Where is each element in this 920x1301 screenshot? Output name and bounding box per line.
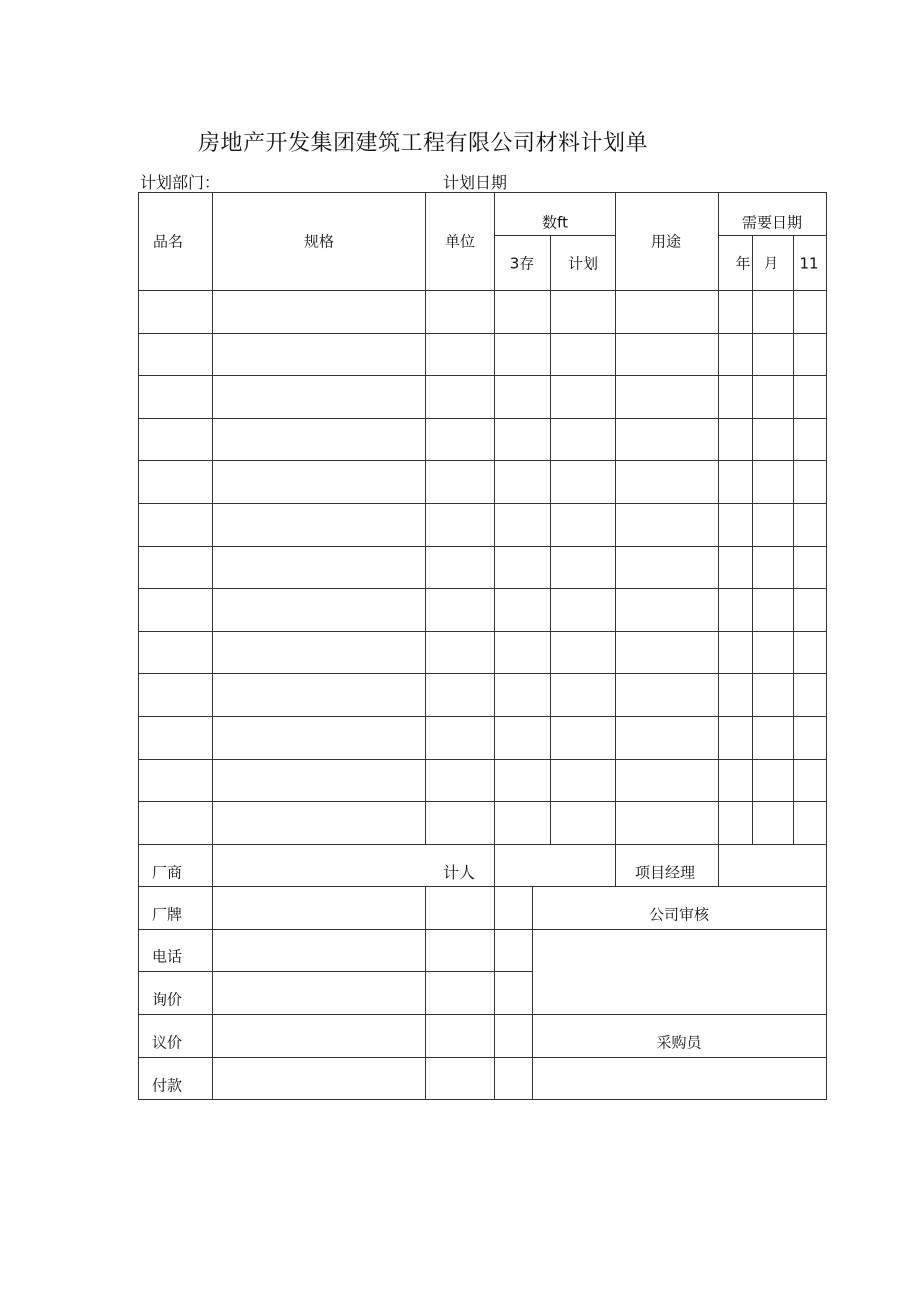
grid-line <box>532 886 827 887</box>
footer-calc-person: 计人 <box>443 863 476 882</box>
grid-line <box>138 503 827 504</box>
grid-line <box>138 1057 827 1058</box>
footer-buyer: 采购员 <box>656 1033 702 1052</box>
grid-line <box>138 759 827 760</box>
grid-line <box>138 192 827 193</box>
footer-negotiation: 议价 <box>152 1033 183 1052</box>
grid-line <box>138 375 827 376</box>
footer-company-review: 公司审核 <box>648 905 710 924</box>
grid-line <box>550 235 551 845</box>
grid-line <box>138 886 533 887</box>
grid-line <box>138 418 827 419</box>
grid-line <box>138 460 827 461</box>
header-quantity: 数ft <box>542 213 568 232</box>
grid-line <box>532 886 533 1100</box>
grid-line <box>138 801 827 802</box>
grid-line <box>138 844 827 845</box>
grid-line <box>212 844 213 1100</box>
header-day: 11 <box>799 254 819 273</box>
grid-line <box>138 716 827 717</box>
grid-line <box>494 192 495 845</box>
plan-department-label: 计划部门： <box>140 173 221 192</box>
grid-line <box>138 546 827 547</box>
header-need-date: 需要日期 <box>741 213 803 232</box>
grid-line <box>138 673 827 674</box>
grid-line <box>138 588 827 589</box>
grid-line <box>138 631 827 632</box>
header-year: 年 <box>735 254 751 273</box>
grid-line <box>212 192 213 845</box>
footer-vendor: 厂商 <box>152 863 183 882</box>
grid-line <box>826 192 827 1100</box>
grid-line <box>494 235 616 236</box>
grid-line <box>138 290 827 291</box>
grid-line <box>138 1014 827 1015</box>
grid-line <box>138 1099 827 1100</box>
grid-line <box>718 235 827 236</box>
grid-line <box>615 192 616 845</box>
header-usage: 用途 <box>650 232 682 251</box>
grid-line <box>138 971 533 972</box>
grid-line <box>138 192 139 1100</box>
footer-phone: 电话 <box>152 947 183 966</box>
grid-line <box>425 192 426 845</box>
header-unit: 单位 <box>444 232 476 251</box>
footer-payment: 付款 <box>152 1076 183 1095</box>
header-plan: 计划 <box>567 254 599 273</box>
footer-project-manager: 项目经理 <box>635 863 696 882</box>
grid-line <box>425 886 426 1100</box>
page-title: 房地产开发集团建筑工程有限公司材料计划单 <box>198 131 649 156</box>
header-stock: 3存 <box>509 254 535 273</box>
header-spec: 规格 <box>303 232 335 251</box>
grid-line <box>793 235 794 845</box>
header-name: 品名 <box>152 232 184 251</box>
header-month: 月 <box>764 256 778 272</box>
plan-date-label: 计划日期 <box>443 173 508 192</box>
grid-line <box>615 844 616 887</box>
footer-inquiry: 询价 <box>152 990 183 1009</box>
grid-line <box>752 235 753 845</box>
grid-line <box>718 192 719 845</box>
grid-line <box>138 929 827 930</box>
grid-line <box>494 844 495 1100</box>
grid-line <box>138 333 827 334</box>
grid-line <box>718 844 719 887</box>
footer-brand: 厂牌 <box>152 905 183 924</box>
